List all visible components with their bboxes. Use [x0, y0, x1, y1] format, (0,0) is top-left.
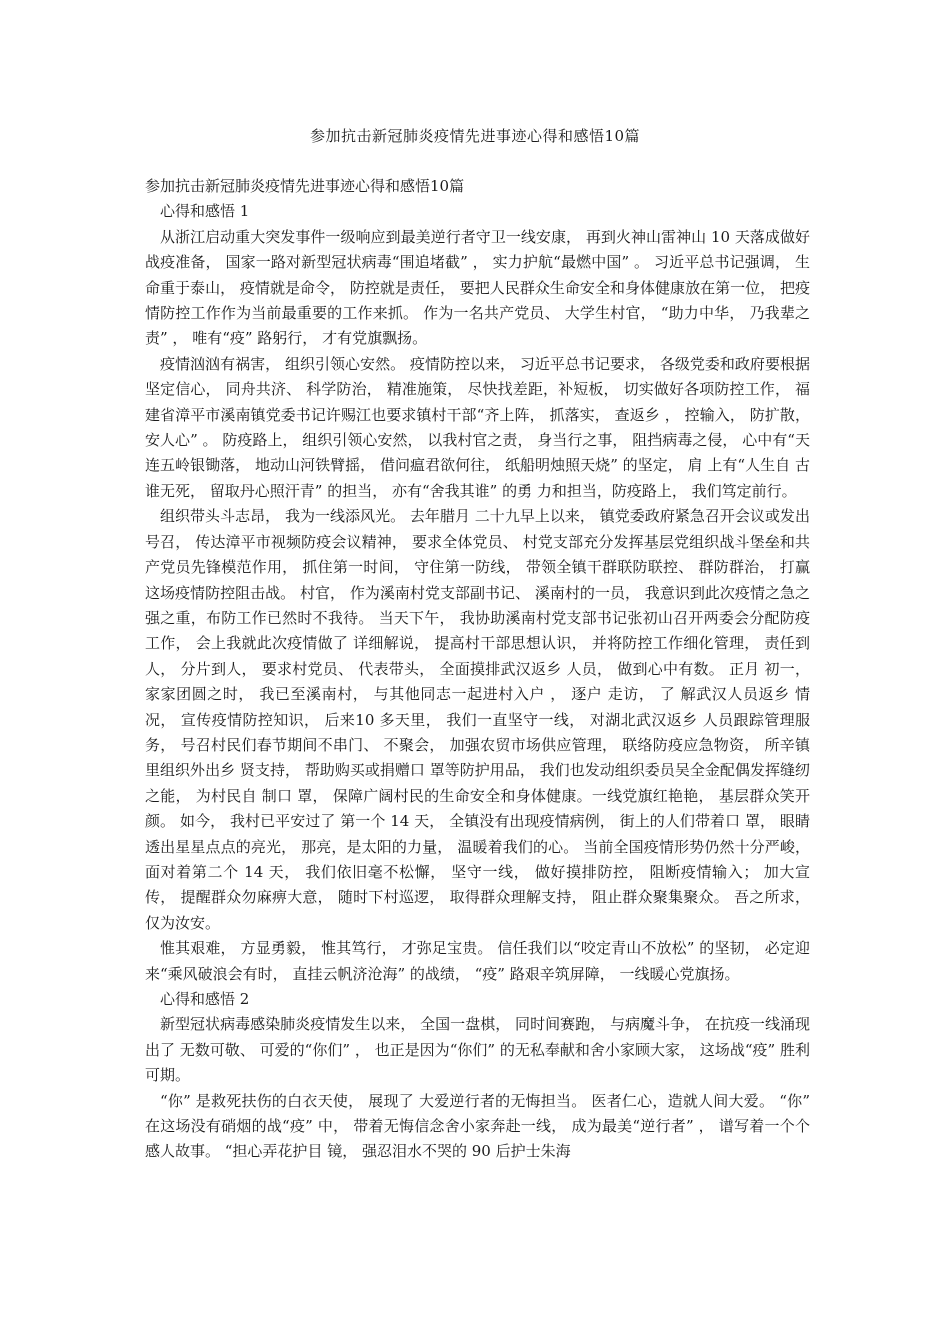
paragraph: 新型冠状病毒感染肺炎疫情发生以来， 全国一盘棋， 同时间赛跑， 与病魔斗争， 在抗疫一线涌现出了 无数可敬、 可爱的“你们” ， 也正是因为“你们” 的无私奉献和舍小家顾大家， 这场战“疫” 胜利可期。	[145, 1015, 810, 1085]
document-title: 参加抗击新冠肺炎疫情先进事迹心得和感悟10篇	[309, 127, 641, 145]
document-subtitle: 参加抗击新冠肺炎疫情先进事迹心得和感悟10篇	[145, 177, 465, 195]
paragraph: 组织带头斗志昂， 我为一线添风光。 去年腊月 二十九早上以来， 镇党委政府紧急召开会议或发出号召， 传达漳平市视频防疫会议精神， 要求全体党员、 村党支部充分发挥基层党组织战斗堡垒和共产党员先锋模范作用， 抓住第一时间， 守住第一防线， 带领全镇干群联防联控、 群防群治， 打赢这场疫情防控阻击战。 村官， 作为溪南村党支部副书记、 溪南村的一员， 我意识到此次疫情之急之强之重，布防工作已然时不我待。 当天下午， 我协助溪南村党支部书记张初山召开两委会分配防疫工作， 会上我就此次疫情做了 详细解说， 提高村干部思想认识， 并将防控工作细化管理， 责任到人， 分片到人， 要求村党员、 代表带头， 全面摸排武汉返乡 人员， 做到心中有数。 正月 初一， 家家团圆之时， 我已至溪南村， 与其他同志一起进村入户 ， 逐户 走访， 了 解武汉人员返乡 情况， 宣传疫情防控知识， 后来10 多天里， 我们一直坚守一线， 对湖北武汉返乡 人员跟踪管理服务， 号召村民们春节期间不串门、 不聚会， 加强农贸市场供应管理， 联络防疫应急物资， 所辛镇里组织外出乡 贤支持， 帮助购买或捐赠口 罩等防护用品， 我们也发动组织委员吴全金配偶发挥缝纫之能， 为村民自 制口 罩， 保障广阔村民的生命安全和身体健康。一线党旗红艳艳， 基层群众笑开颜。 如今， 我村已平安过了 第一个 14 天， 全镇没有出现疫情病例， 街上的人们带着口 罩， 眼睛透出星星点点的亮光， 那亮，是太阳的力量， 温暖着我们的心。 当前全国疫情形势仍然十分严峻， 面对着第二个 14 天， 我们依旧毫不松懈， 坚守一线， 做好摸排防控， 阻断疫情输入； 加大宣传， 提醒群众勿麻痹大意， 随时下村巡逻， 取得群众理解支持， 阻止群众聚集聚众。 吾之所求， 仅为汝安。	[145, 507, 810, 932]
section-heading: 心得和感悟 1	[160, 202, 250, 221]
paragraph: 从浙江启动重大突发事件一级响应到最美逆行者守卫一线安康， 再到火神山雷神山 10 天落成做好战疫准备， 国家一路对新型冠状病毒“围追堵截” ， 实力护航“最燃中国” 。 习近平总书记强调， 生命重于泰山， 疫情就是命令， 防控就是责任， 要把人民群众生命安全和身体健康放在第一位， 把疫情防控工作作为当前最重要的工作来抓。 作为一名共产党员、 大学生村官， “助力中华， 乃我辈之责” ， 唯有“疫” 路躬行， 才有党旗飘扬。	[145, 227, 810, 348]
paragraph: 惟其艰难， 方显勇毅， 惟其笃行， 才弥足宝贵。 信任我们以“咬定青山不放松” 的坚韧， 必定迎来“乘风破浪会有时， 直挂云帆济沧海” 的战绩， “疫” 路艰辛筑屏障， 一线暖心党旗扬。	[145, 939, 810, 983]
paragraph: “你” 是救死扶伤的白衣天使， 展现了 大爱逆行者的无悔担当。 医者仁心，造就人间大爱。 “你” 在这场没有硝烟的战“疫” 中， 带着无悔信念舍小家奔赴一线， 成为最美“逆行者” ， 谱写着一个个感人故事。 “担心弄花护目 镜， 强忍泪水不哭的 90 后护士朱海	[145, 1091, 810, 1161]
section-heading: 心得和感悟 2	[160, 990, 250, 1008]
paragraph: 疫情汹汹有祸害， 组织引领心安然。 疫情防控以来， 习近平总书记要求， 各级党委和政府要根据坚定信心， 同舟共济、 科学防治， 精准施策， 尽快找差距，补短板， 切实做好各项防控工作， 福建省漳平市溪南镇党委书记许赐江也要求镇村干部“齐上阵， 抓落实， 查返乡 ， 控输入， 防扩散， 安人心” 。 防疫路上， 组织引领心安然， 以我村官之责， 身当行之事， 阻挡病毒之侵， 心中有“天连五岭银锄落， 地动山河铁臂摇， 借问瘟君欲何往， 纸船明烛照天烧” 的坚定， 肩 上有“人生自 古谁无死， 留取丹心照汗青” 的担当， 亦有“舍我其谁” 的勇 力和担当，防疫路上， 我们笃定前行。	[145, 354, 810, 500]
document-body	[145, 174, 810, 1165]
